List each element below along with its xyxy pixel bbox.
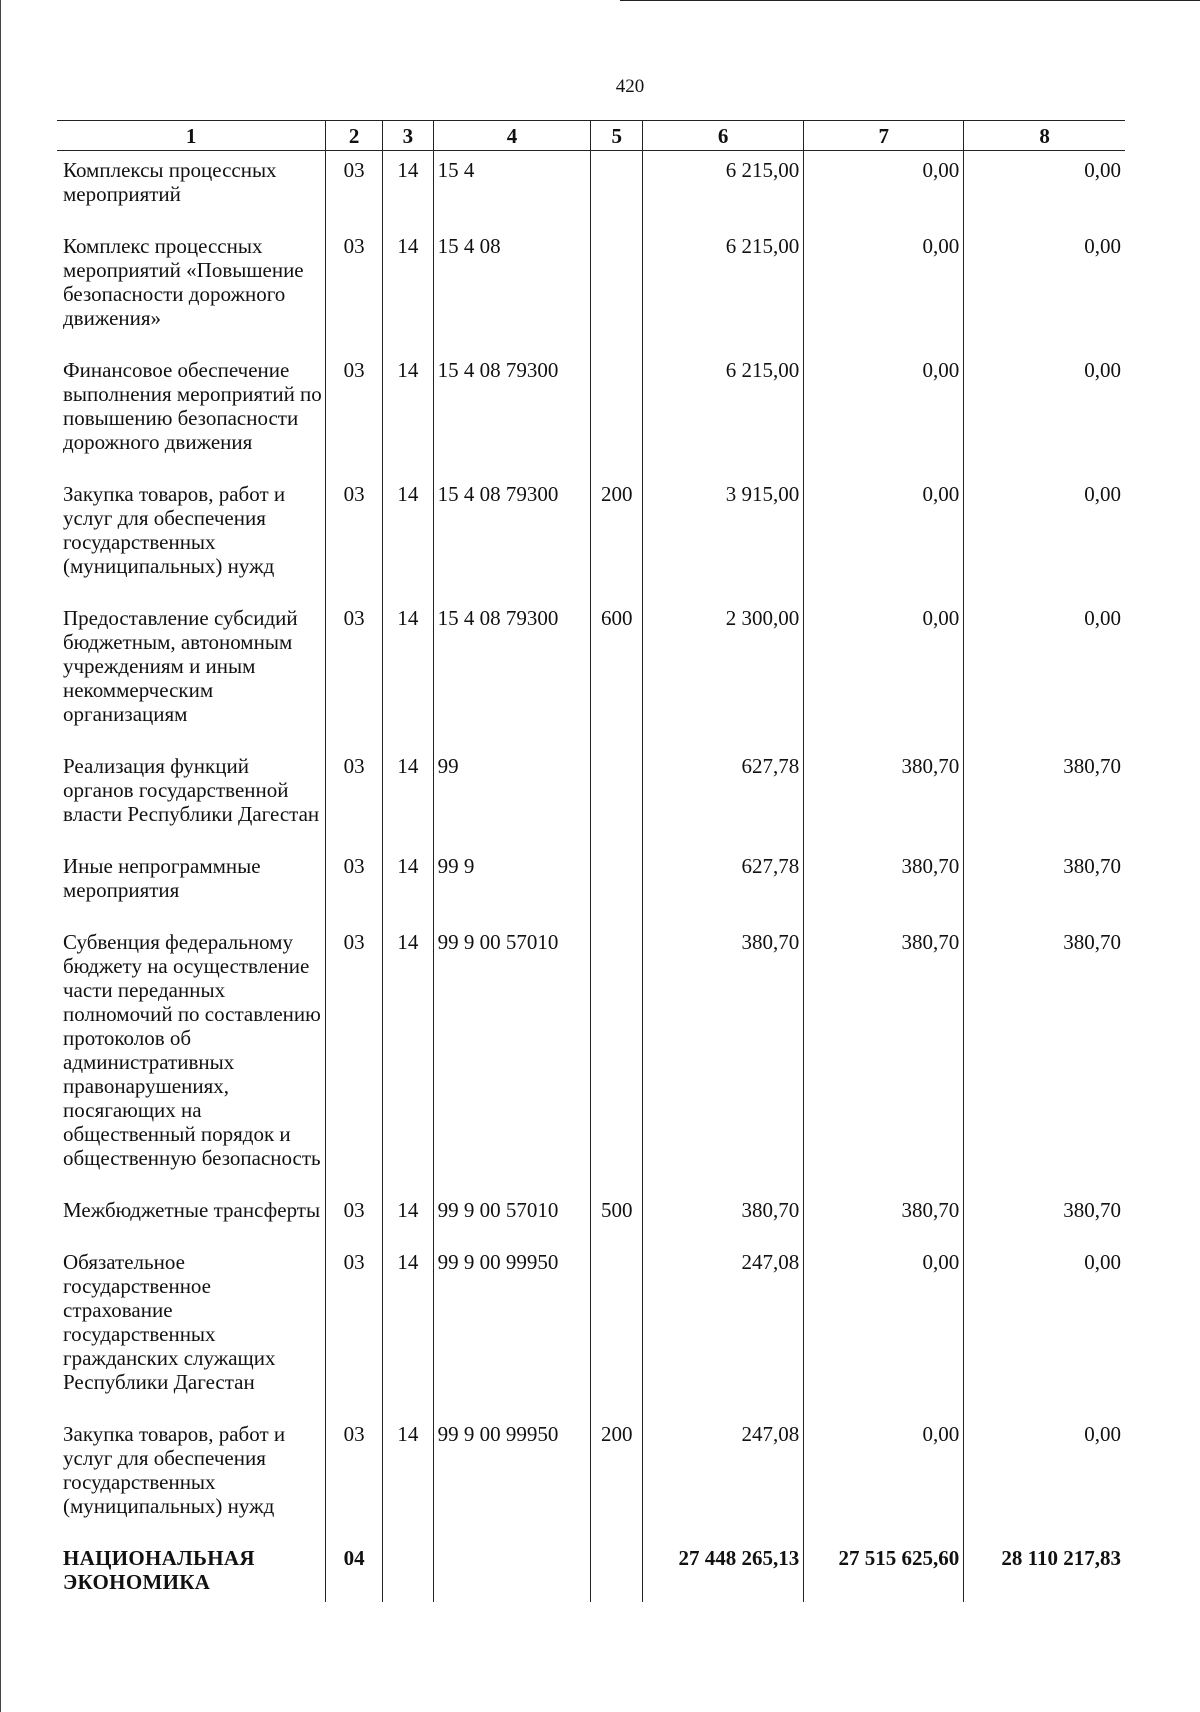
row-amount-6: 6 215,00 <box>643 351 804 475</box>
header-col-7: 7 <box>804 121 964 151</box>
row-section: 03 <box>326 475 383 599</box>
row-name: Иные непрограммные мероприятия <box>63 854 261 902</box>
header-row <box>57 121 1125 151</box>
row-amount-8: 0,00 <box>964 1243 1125 1415</box>
table-row <box>57 151 1125 228</box>
row-expense-type: 500 <box>591 1191 643 1243</box>
header-col-5: 5 <box>591 121 643 151</box>
row-subsection: 14 <box>383 1243 433 1415</box>
table-row-section-total <box>57 1539 1125 1602</box>
row-section: 03 <box>326 227 383 351</box>
row-section: 03 <box>326 599 383 747</box>
budget-table <box>57 120 1125 1602</box>
row-section: 04 <box>326 1539 383 1602</box>
row-amount-6: 27 448 265,13 <box>643 1539 804 1602</box>
row-amount-7: 0,00 <box>804 1415 964 1539</box>
row-name: Финансовое обеспечение выполнения мероприятий по повышению безопасности дорожного движения <box>63 358 322 454</box>
row-subsection: 14 <box>383 1415 433 1539</box>
row-amount-7: 380,70 <box>804 923 964 1191</box>
row-amount-6: 247,08 <box>643 1243 804 1415</box>
row-amount-8: 380,70 <box>964 923 1125 1191</box>
row-target-article: 99 9 00 99950 <box>433 1243 591 1415</box>
header-col-1: 1 <box>57 121 326 151</box>
row-expense-type <box>591 1539 643 1602</box>
row-name: Закупка товаров, работ и услуг для обеспечения государственных (муниципальных) нужд <box>63 482 286 578</box>
row-amount-6: 247,08 <box>643 1415 804 1539</box>
row-section: 03 <box>326 1243 383 1415</box>
row-section: 03 <box>326 1191 383 1243</box>
header-col-8: 8 <box>964 121 1125 151</box>
row-amount-6: 6 215,00 <box>643 227 804 351</box>
row-amount-7: 27 515 625,60 <box>804 1539 964 1602</box>
row-amount-6: 627,78 <box>643 747 804 847</box>
row-name: НАЦИОНАЛЬНАЯ ЭКОНОМИКА <box>63 1546 255 1594</box>
row-target-article: 15 4 08 79300 <box>433 475 591 599</box>
row-name: Межбюджетные трансферты <box>63 1198 321 1222</box>
table-row <box>57 1191 1125 1243</box>
row-expense-type: 200 <box>591 475 643 599</box>
row-amount-7: 0,00 <box>804 351 964 475</box>
row-expense-type: 600 <box>591 599 643 747</box>
row-subsection: 14 <box>383 475 433 599</box>
row-amount-7: 0,00 <box>804 475 964 599</box>
row-subsection: 14 <box>383 847 433 923</box>
top-border-line <box>620 0 1200 1</box>
row-name: Предоставление субсидий бюджетным, автономным учреждениям и иным некоммерческим организациям <box>63 606 298 726</box>
row-subsection: 14 <box>383 599 433 747</box>
row-amount-6: 6 215,00 <box>643 151 804 228</box>
row-amount-8: 380,70 <box>964 847 1125 923</box>
row-amount-8: 380,70 <box>964 1191 1125 1243</box>
row-amount-8: 0,00 <box>964 351 1125 475</box>
row-amount-8: 0,00 <box>964 151 1125 228</box>
table-row <box>57 475 1125 599</box>
table-row <box>57 1415 1125 1539</box>
row-amount-8: 0,00 <box>964 599 1125 747</box>
table-row <box>57 227 1125 351</box>
row-section: 03 <box>326 151 383 228</box>
row-expense-type <box>591 1243 643 1415</box>
row-name: Обязательное государственное страхование государственных гражданских служащих Республики Дагестан <box>63 1250 276 1394</box>
table-body <box>57 151 1125 1603</box>
table-row <box>57 847 1125 923</box>
row-name: Реализация функций органов государственной власти Республики Дагестан <box>63 754 320 826</box>
row-amount-6: 3 915,00 <box>643 475 804 599</box>
row-subsection: 14 <box>383 227 433 351</box>
row-amount-8: 380,70 <box>964 747 1125 847</box>
row-target-article <box>433 1539 591 1602</box>
table-row <box>57 351 1125 475</box>
row-expense-type <box>591 923 643 1191</box>
row-expense-type: 200 <box>591 1415 643 1539</box>
table-row <box>57 1243 1125 1415</box>
row-section: 03 <box>326 351 383 475</box>
row-expense-type <box>591 351 643 475</box>
row-subsection: 14 <box>383 151 433 228</box>
table-row <box>57 923 1125 1191</box>
row-amount-6: 380,70 <box>643 1191 804 1243</box>
row-target-article: 99 9 00 99950 <box>433 1415 591 1539</box>
row-section: 03 <box>326 1415 383 1539</box>
row-amount-6: 380,70 <box>643 923 804 1191</box>
row-target-article: 15 4 08 79300 <box>433 599 591 747</box>
row-name: Комплекс процессных мероприятий «Повышение безопасности дорожного движения» <box>63 234 304 330</box>
row-amount-8: 0,00 <box>964 475 1125 599</box>
row-target-article: 15 4 08 79300 <box>433 351 591 475</box>
row-amount-8: 0,00 <box>964 227 1125 351</box>
row-subsection: 14 <box>383 747 433 847</box>
row-target-article: 99 9 00 57010 <box>433 923 591 1191</box>
row-subsection: 14 <box>383 923 433 1191</box>
header-col-3: 3 <box>383 121 433 151</box>
header-col-6: 6 <box>643 121 804 151</box>
row-amount-6: 627,78 <box>643 847 804 923</box>
row-name: Закупка товаров, работ и услуг для обеспечения государственных (муниципальных) нужд <box>63 1422 286 1518</box>
row-subsection: 14 <box>383 1191 433 1243</box>
row-expense-type <box>591 227 643 351</box>
row-target-article: 99 9 <box>433 847 591 923</box>
row-subsection <box>383 1539 433 1602</box>
row-expense-type <box>591 747 643 847</box>
row-section: 03 <box>326 923 383 1191</box>
row-target-article: 99 <box>433 747 591 847</box>
page-number: 420 <box>615 76 645 97</box>
row-amount-7: 0,00 <box>804 1243 964 1415</box>
row-amount-7: 380,70 <box>804 1191 964 1243</box>
row-amount-7: 380,70 <box>804 847 964 923</box>
row-amount-7: 0,00 <box>804 599 964 747</box>
row-section: 03 <box>326 747 383 847</box>
row-amount-7: 380,70 <box>804 747 964 847</box>
table-row <box>57 747 1125 847</box>
row-amount-7: 0,00 <box>804 151 964 228</box>
row-amount-6: 2 300,00 <box>643 599 804 747</box>
row-subsection: 14 <box>383 351 433 475</box>
row-expense-type <box>591 151 643 228</box>
row-section: 03 <box>326 847 383 923</box>
header-col-4: 4 <box>433 121 591 151</box>
row-name: Субвенция федеральному бюджету на осуществление части переданных полномочий по составлению протоколов об административных правонарушениях, посягающих на общественный порядок и общественную безопасность <box>63 930 321 1170</box>
row-amount-7: 0,00 <box>804 227 964 351</box>
row-amount-8: 28 110 217,83 <box>964 1539 1125 1602</box>
row-expense-type <box>591 847 643 923</box>
header-col-2: 2 <box>326 121 383 151</box>
row-amount-8: 0,00 <box>964 1415 1125 1539</box>
row-target-article: 15 4 08 <box>433 227 591 351</box>
row-target-article: 15 4 <box>433 151 591 228</box>
row-target-article: 99 9 00 57010 <box>433 1191 591 1243</box>
row-name: Комплексы процессных мероприятий <box>63 158 277 206</box>
table-row <box>57 599 1125 747</box>
left-margin-line <box>0 0 1 1712</box>
